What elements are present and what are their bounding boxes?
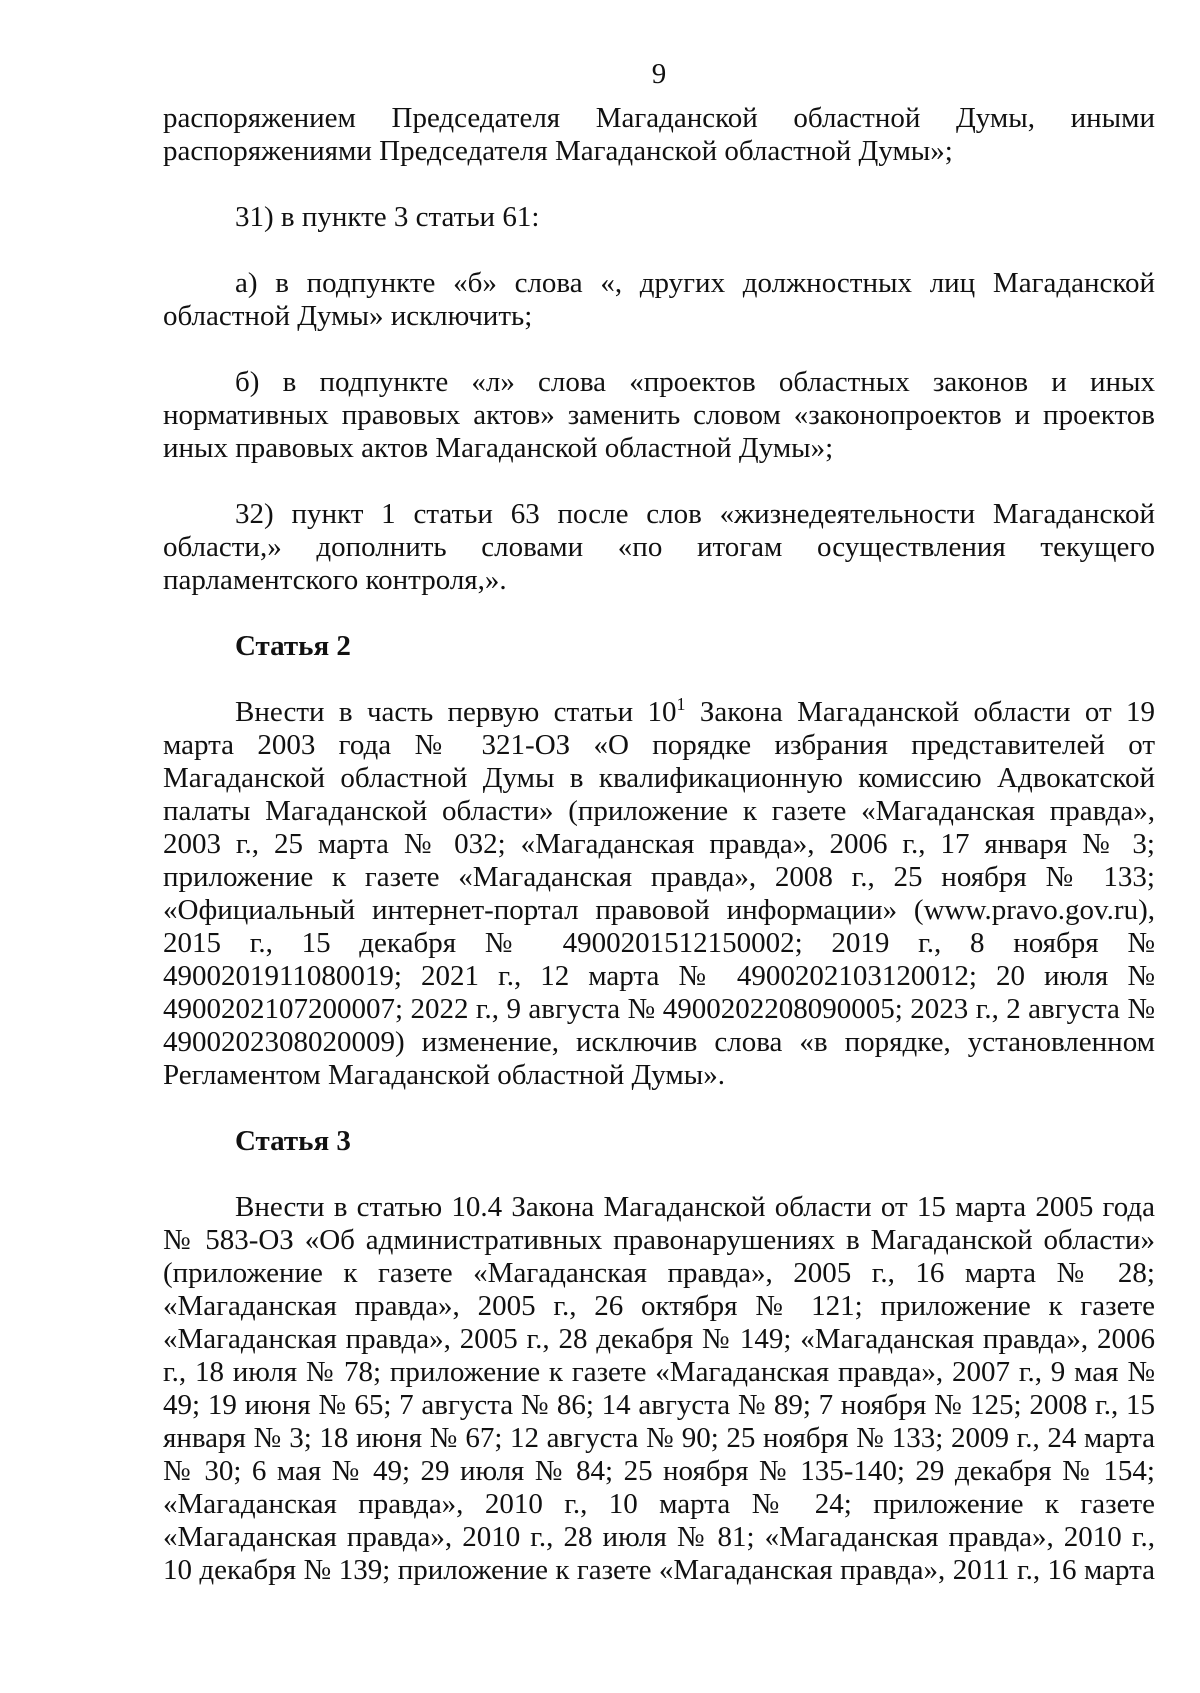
article-2-heading: Статья 2 [235,630,351,662]
item-31-b: б) в подпункте «л» слова «проектов областных законов и иных нормативных правовых актов» заменить словом «законопроектов и проектов иных правовых актов Магаданской областной Думы»; [163,366,1155,464]
article-2-text [163,696,1155,1092]
article-2-superscript: 1 [676,694,686,714]
article-2-text-start: Внести в часть первую статьи 10 [235,696,677,728]
document-body [163,102,1155,1587]
continued-paragraph: распоряжением Председателя Магаданской областной Думы, иными распоряжениями Председателя Магаданской областной Думы»; [163,102,1155,167]
article-3-text: Внести в статью 10.4 Закона Магаданской области от 15 марта 2005 года № 583-ОЗ «Об административных правонарушениях в Магаданской области» (приложение к газете «Магаданская правда», 2005 г., 16 марта № 28; «Магаданская правда», 2005 г., 26 октября № 121; приложение к газете «Магаданская правда», 2005 г., 28 декабря № 149; «Магаданская правда», 2006 г., 18 июля № 78; приложение к газете «Магаданская правда», 2007 г., 9 мая № 49; 19 июня № 65; 7 августа № 86; 14 августа № 89; 7 ноября № 125; 2008 г., 15 января № 3; 18 июня № 67; 12 августа № 90; 25 ноября № 133; 2009 г., 24 марта № 30; 6 мая № 49; 29 июля № 84; 25 ноября № 135-140; 29 декабря № 154; «Магаданская правда», 2010 г., 10 марта № 24; приложение к газете «Магаданская правда», 2010 г., 28 июля № 81; «Магаданская правда», 2010 г., 10 декабря № 139; приложение к газете «Магаданская правда», 2011 г., 16 марта [163,1191,1155,1586]
item-31-a: а) в подпункте «б» слова «, других должностных лиц Магаданской областной Думы» исключить; [163,267,1155,332]
article-2-text-rest: Закона Магаданской области от 19 марта 2003 года № 321-ОЗ «О порядке избрания представителей от Магаданской областной Думы в квалификационную комиссию Адвокатской палаты Магаданской области» (приложение к газете «Магаданская правда», 2003 г., 25 марта № 032; «Магаданская правда», 2006 г., 17 января № 3; приложение к газете «Магаданская правда», 2008 г., 25 ноября № 133; «Официальный интернет-портал правовой информации» (www.pravo.gov.ru), 2015 г., 15 декабря № 4900201512150002; 2019 г., 8 ноября № 4900201911080019; 2021 г., 12 марта № 4900202103120012; 20 июля № 4900202107200007; 2022 г., 9 августа № 4900202208090005; 2023 г., 2 августа № 4900202308020009) изменение, исключив слова «в порядке, установленном Регламентом Магаданской областной Думы». [163,696,1156,1091]
article-3-heading: Статья 3 [235,1125,351,1157]
page-number: 9 [651,58,667,90]
item-32: 32) пункт 1 статьи 63 после слов «жизнедеятельности Магаданской области,» дополнить словами «по итогам осуществления текущего парламентского контроля,». [163,498,1155,596]
item-31: 31) в пункте 3 статьи 61: [235,201,540,233]
